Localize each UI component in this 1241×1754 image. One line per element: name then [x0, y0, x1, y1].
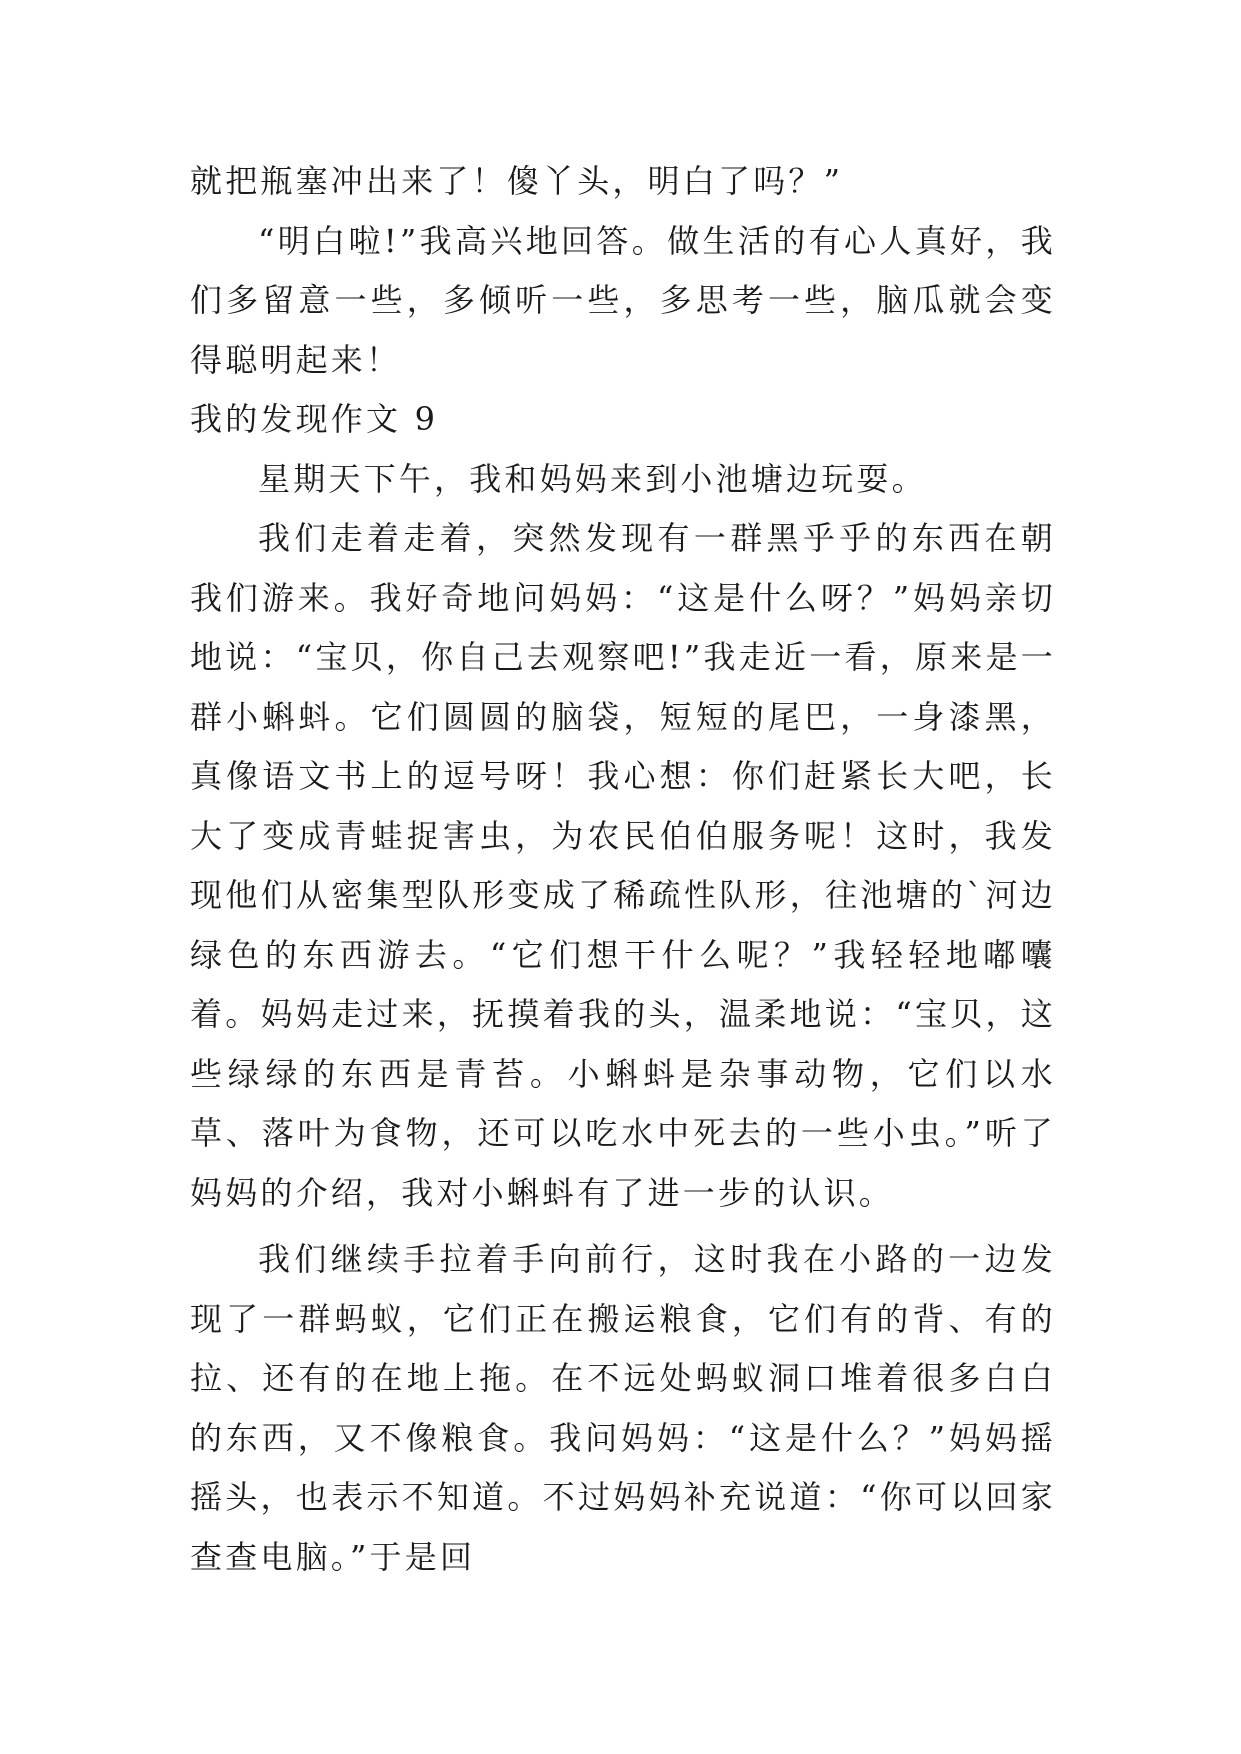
paragraph: 我们继续手拉着手向前行，这时我在小路的一边发现了一群蚂蚁，它们正在搬运粮食，它们有的背、有的拉、还有的在地上拖。在不远处蚂蚁洞口堆着很多白白的东西，又不像粮食。我问妈妈：“这是什么？”妈妈摇摇头，也表示不知道。不过妈妈补充说道：“你可以回家查查电脑。”于是回 [190, 1240, 1056, 1576]
section-title: 我的发现作文 9 [190, 400, 439, 438]
paragraph-continuation: 就把瓶塞冲出来了！傻丫头，明白了吗？” [190, 162, 844, 200]
paragraph: 我们走着走着，突然发现有一群黑乎乎的东西在朝我们游来。我好奇地问妈妈：“这是什么呀？”妈妈亲切地说：“宝贝，你自己去观察吧!”我走近一看，原来是一群小蝌蚪。它们圆圆的脑袋，短短的尾巴，一身漆黑，真像语文书上的逗号呀！我心想：你们赶紧长大吧，长大了变成青蛙捉害虫，为农民伯伯服务呢！这时，我发现他们从密集型队形变成了稀疏性队形，往池塘的`河边绿色的东西游去。“它们想干什么呢？”我轻轻地嘟囔着。妈妈走过来，抚摸着我的头，温柔地说：“宝贝，这些绿绿的东西是青苔。小蝌蚪是杂事动物，它们以水草、落叶为食物，还可以吃水中死去的一些小虫。”听了妈妈的介绍，我对小蝌蚪有了进一步的认识。 [190, 519, 1056, 1212]
paragraph: 星期天下午，我和妈妈来到小池塘边玩耍。 [258, 459, 927, 498]
document-body [190, 152, 1056, 1587]
paragraph: “明白啦!”我高兴地回答。做生活的有心人真好，我们多留意一些，多倾听一些，多思考一些，脑瓜就会变得聪明起来！ [190, 221, 1056, 379]
